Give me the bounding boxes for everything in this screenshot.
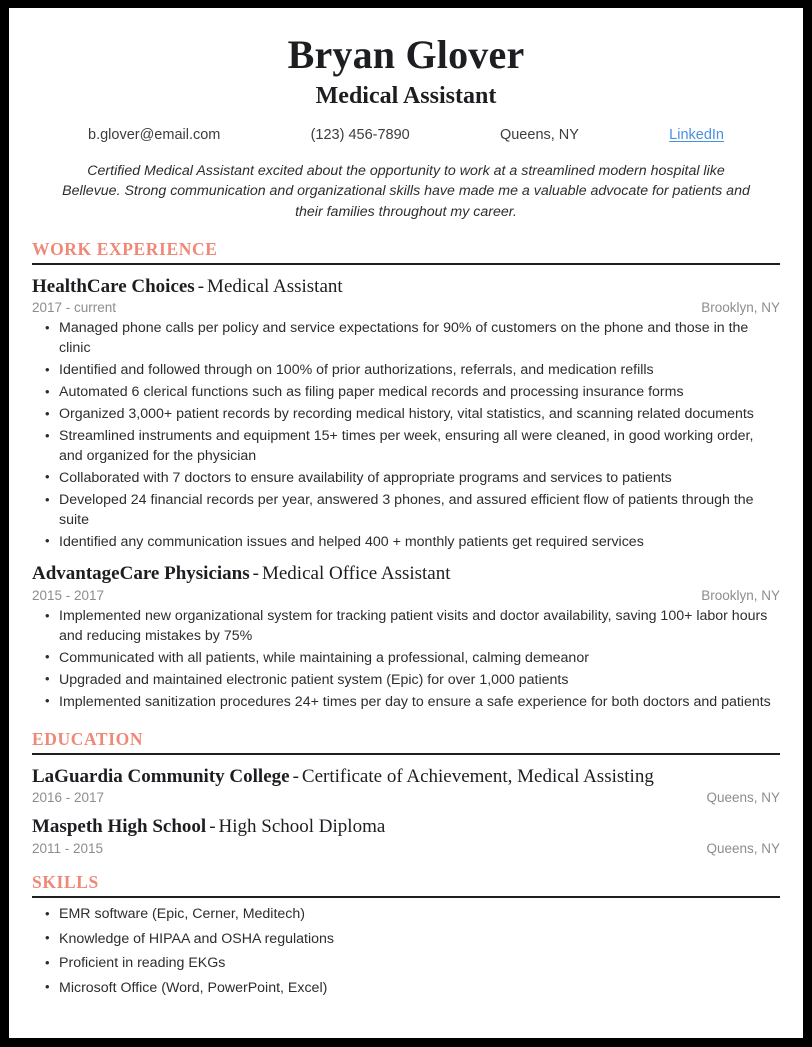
work-bullet: • Implemented sanitization procedures 24+ times per day to ensure a safe experience for both doctors and patients <box>32 693 780 713</box>
education-school-name: LaGuardia Community College <box>32 765 290 787</box>
section-education <box>32 729 780 857</box>
section-divider <box>32 263 780 265</box>
education-entry <box>32 765 780 806</box>
work-bullet: • Implemented new organizational system for tracking patient visits and doctor availability, saving 100+ labor hours and reducing mistakes by 75% <box>32 607 780 646</box>
skill-item: • Microsoft Office (Word, PowerPoint, Excel) <box>32 979 780 999</box>
section-work-experience <box>32 239 780 713</box>
education-degree: High School Diploma <box>218 816 386 838</box>
work-bullet: • Upgraded and maintained electronic patient system (Epic) for over 1,000 patients <box>32 671 780 691</box>
work-bullet: • Communicated with all patients, while maintaining a professional, calming demeanor <box>32 649 780 669</box>
candidate-name: Bryan Glover <box>287 32 525 77</box>
education-location: Queens, NY <box>706 841 780 857</box>
resume-document <box>9 8 803 1038</box>
education-location: Queens, NY <box>706 790 780 806</box>
work-entry <box>32 562 780 712</box>
education-entry-heading <box>32 765 780 789</box>
professional-summary: Certified Medical Assistant excited about the opportunity to work at a streamlined modern hospital like Bellevue. Strong communication and organizational skills have made me a valuable advocate for patients and their families throughout my career. <box>62 162 750 220</box>
work-bullet: • Identified and followed through on 100% of prior authorizations, referrals, and medication refills <box>32 361 780 381</box>
title-separator: - <box>292 765 299 787</box>
work-company-name: HealthCare Choices <box>32 275 195 297</box>
title-separator: - <box>209 816 216 838</box>
section-title-skills: SKILLS <box>32 872 99 893</box>
section-skills <box>32 872 780 998</box>
section-divider <box>32 896 780 898</box>
section-title-work-experience: WORK EXPERIENCE <box>32 238 218 259</box>
work-bullet: • Managed phone calls per policy and service expectations for 90% of customers on the phone and those in the clinic <box>32 319 780 358</box>
education-entry-meta <box>32 790 780 805</box>
skill-item: • Proficient in reading EKGs <box>32 954 780 974</box>
contact-row <box>88 127 724 143</box>
work-company-name: AdvantageCare Physicians <box>32 563 250 585</box>
skills-list <box>32 905 780 998</box>
work-entry-meta <box>32 300 780 315</box>
work-dates: 2015 - 2017 <box>32 588 105 604</box>
skill-item: • Knowledge of HIPAA and OSHA regulations <box>32 930 780 950</box>
education-school-name: Maspeth High School <box>32 816 207 838</box>
skill-item: • EMR software (Epic, Cerner, Meditech) <box>32 905 780 925</box>
work-bullet: • Organized 3,000+ patient records by recording medical history, vital statistics, and scanning related documents <box>32 405 780 425</box>
section-divider <box>32 753 780 755</box>
candidate-job-title: Medical Assistant <box>315 83 497 109</box>
contact-phone[interactable]: (123) 456-7890 <box>310 126 410 143</box>
contact-linkedin-link[interactable]: LinkedIn <box>669 126 724 143</box>
work-location: Brooklyn, NY <box>701 300 780 316</box>
education-entry-heading <box>32 815 780 839</box>
work-entry-heading <box>32 562 780 586</box>
section-title-education: EDUCATION <box>32 728 144 749</box>
work-bullet-list <box>32 319 780 552</box>
education-dates: 2011 - 2015 <box>32 841 104 857</box>
work-location: Brooklyn, NY <box>701 588 780 604</box>
work-entry-heading <box>32 275 780 299</box>
contact-location: Queens, NY <box>499 126 579 143</box>
title-separator: - <box>252 563 259 585</box>
contact-email[interactable]: b.glover@email.com <box>88 126 221 143</box>
education-entry-meta <box>32 841 780 856</box>
work-entry <box>32 275 780 553</box>
work-dates: 2017 - current <box>32 300 117 316</box>
work-entry-meta <box>32 588 780 603</box>
work-bullet: • Developed 24 financial records per year, answered 3 phones, and assured efficient flow of patients through the suite <box>32 491 780 530</box>
work-bullet: • Collaborated with 7 doctors to ensure availability of appropriate programs and services to patients <box>32 469 780 489</box>
resume-header <box>32 34 780 223</box>
work-bullet-list <box>32 607 780 712</box>
education-degree: Certificate of Achievement, Medical Assisting <box>301 765 654 787</box>
work-bullet: • Identified any communication issues and helped 400 + monthly patients get required services <box>32 533 780 553</box>
title-separator: - <box>197 275 205 297</box>
work-bullet: • Automated 6 clerical functions such as filing paper medical records and processing insurance forms <box>32 383 780 403</box>
education-entry <box>32 815 780 856</box>
education-dates: 2016 - 2017 <box>32 790 105 806</box>
work-bullet: • Streamlined instruments and equipment 15+ times per week, ensuring all were cleaned, in good working order, and organized for the physician <box>32 427 780 466</box>
work-role-title: Medical Assistant <box>207 275 343 297</box>
work-role-title: Medical Office Assistant <box>261 563 451 585</box>
